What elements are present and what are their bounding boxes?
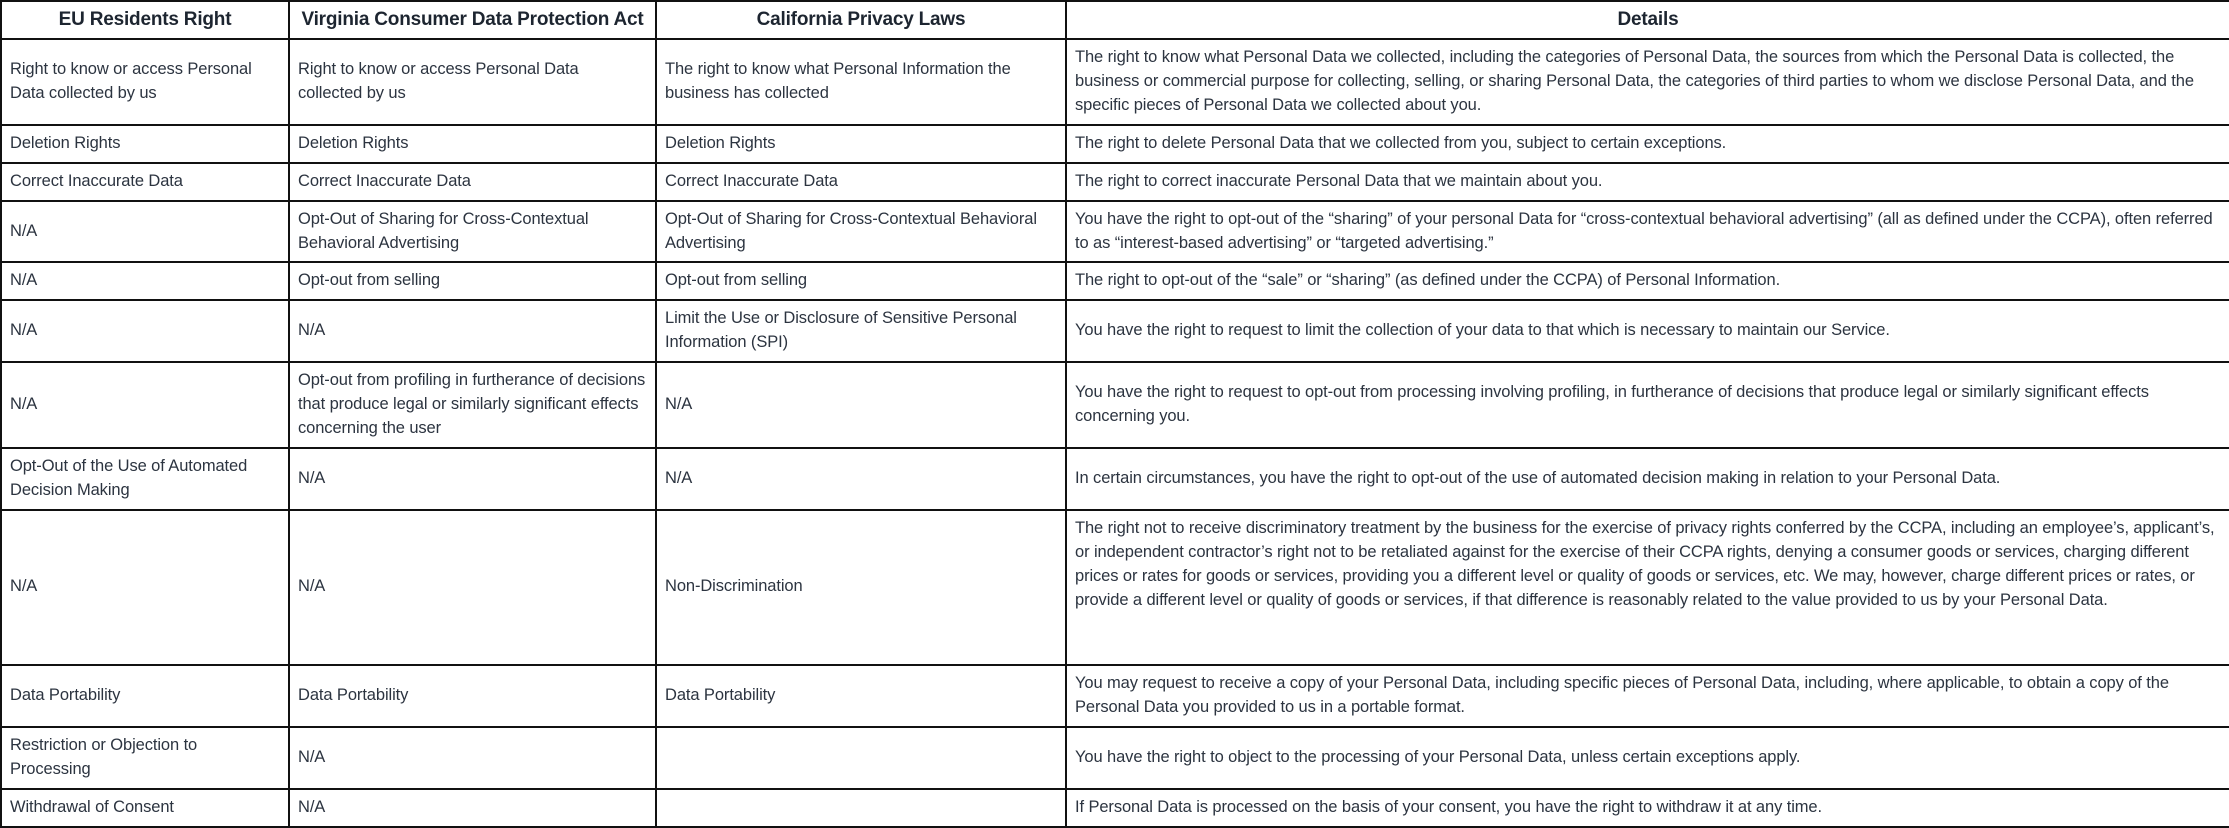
table-body [1, 39, 2229, 827]
cell-california-right [656, 789, 1066, 827]
cell-eu-right: Opt-Out of the Use of Automated Decision Making [1, 448, 289, 510]
table-row [1, 201, 2229, 263]
cell-details: You have the right to opt-out of the “sharing” of your personal Data for “cross-contextual behavioral advertising” (all as defined under the CCPA), often referred to as “interest-based advertising” or “targeted advertising.” [1066, 201, 2229, 263]
cell-virginia-right: N/A [289, 448, 656, 510]
cell-details: If Personal Data is processed on the basis of your consent, you have the right to withdraw it at any time. [1066, 789, 2229, 827]
column-header-details: Details [1066, 1, 2229, 39]
cell-virginia-right: Data Portability [289, 665, 656, 727]
table-row [1, 39, 2229, 125]
cell-virginia-right: Opt-out from profiling in furtherance of decisions that produce legal or similarly significant effects concerning the user [289, 362, 656, 448]
cell-details: The right to know what Personal Data we collected, including the categories of Personal Data, the sources from which the Personal Data is collected, the business or commercial purpose for collecting, selling, or sharing Personal Data, the categories of third parties to whom we disclose Personal Data, and the specific pieces of Personal Data we collected about you. [1066, 39, 2229, 125]
cell-virginia-right: N/A [289, 300, 656, 362]
cell-eu-right: Data Portability [1, 665, 289, 727]
cell-california-right: Opt-Out of Sharing for Cross-Contextual Behavioral Advertising [656, 201, 1066, 263]
cell-california-right: The right to know what Personal Information the business has collected [656, 39, 1066, 125]
cell-details: You may request to receive a copy of your Personal Data, including specific pieces of Personal Data, including, where applicable, to obtain a copy of the Personal Data you provided to us in a portable format. [1066, 665, 2229, 727]
cell-details: In certain circumstances, you have the right to opt-out of the use of automated decision making in relation to your Personal Data. [1066, 448, 2229, 510]
cell-details: You have the right to request to opt-out from processing involving profiling, in furtherance of decisions that produce legal or similarly significant effects concerning you. [1066, 362, 2229, 448]
cell-details: You have the right to object to the processing of your Personal Data, unless certain exceptions apply. [1066, 727, 2229, 789]
cell-california-right: Opt-out from selling [656, 262, 1066, 300]
column-header-california-privacy-laws: California Privacy Laws [656, 1, 1066, 39]
cell-eu-right: N/A [1, 201, 289, 263]
cell-california-right: N/A [656, 448, 1066, 510]
cell-virginia-right: Opt-Out of Sharing for Cross-Contextual Behavioral Advertising [289, 201, 656, 263]
cell-details: The right to opt-out of the “sale” or “sharing” (as defined under the CCPA) of Personal Information. [1066, 262, 2229, 300]
cell-california-right: N/A [656, 362, 1066, 448]
cell-eu-right: N/A [1, 362, 289, 448]
table-row [1, 510, 2229, 665]
table-row [1, 362, 2229, 448]
cell-virginia-right: N/A [289, 510, 656, 665]
cell-virginia-right: N/A [289, 789, 656, 827]
table-row [1, 125, 2229, 163]
cell-california-right: Data Portability [656, 665, 1066, 727]
cell-eu-right: Right to know or access Personal Data collected by us [1, 39, 289, 125]
cell-virginia-right: Correct Inaccurate Data [289, 163, 656, 201]
column-header-eu-residents-right: EU Residents Right [1, 1, 289, 39]
cell-virginia-right: Right to know or access Personal Data collected by us [289, 39, 656, 125]
table-row [1, 300, 2229, 362]
cell-california-right: Limit the Use or Disclosure of Sensitive Personal Information (SPI) [656, 300, 1066, 362]
table-row [1, 448, 2229, 510]
cell-details: You have the right to request to limit the collection of your data to that which is necessary to maintain our Service. [1066, 300, 2229, 362]
cell-eu-right: N/A [1, 262, 289, 300]
cell-eu-right: Restriction or Objection to Processing [1, 727, 289, 789]
table-row [1, 163, 2229, 201]
cell-virginia-right: N/A [289, 727, 656, 789]
cell-details: The right to correct inaccurate Personal Data that we maintain about you. [1066, 163, 2229, 201]
cell-details: The right to delete Personal Data that we collected from you, subject to certain exceptions. [1066, 125, 2229, 163]
cell-virginia-right: Opt-out from selling [289, 262, 656, 300]
cell-california-right: Non-Discrimination [656, 510, 1066, 665]
cell-eu-right: Deletion Rights [1, 125, 289, 163]
cell-california-right [656, 727, 1066, 789]
table-header [1, 1, 2229, 39]
cell-eu-right: N/A [1, 300, 289, 362]
cell-details: The right not to receive discriminatory treatment by the business for the exercise of privacy rights conferred by the CCPA, including an employee’s, applicant’s, or independent contractor’s right not to be retaliated against for the exercise of their CCPA rights, denying a consumer goods or services, charging different prices or rates for goods or services, providing you a different level or quality of goods or services, etc. We may, however, charge different prices or rates, or provide a different level or quality of goods or services, if that difference is reasonably related to the value provided to us by your Personal Data. [1066, 510, 2229, 665]
table-row [1, 727, 2229, 789]
column-header-virginia-consumer-data-protection-act: Virginia Consumer Data Protection Act [289, 1, 656, 39]
table-row [1, 262, 2229, 300]
table-row [1, 665, 2229, 727]
cell-california-right: Deletion Rights [656, 125, 1066, 163]
cell-eu-right: N/A [1, 510, 289, 665]
table-header-row [1, 1, 2229, 39]
cell-eu-right: Correct Inaccurate Data [1, 163, 289, 201]
cell-eu-right: Withdrawal of Consent [1, 789, 289, 827]
cell-california-right: Correct Inaccurate Data [656, 163, 1066, 201]
cell-virginia-right: Deletion Rights [289, 125, 656, 163]
table-row [1, 789, 2229, 827]
